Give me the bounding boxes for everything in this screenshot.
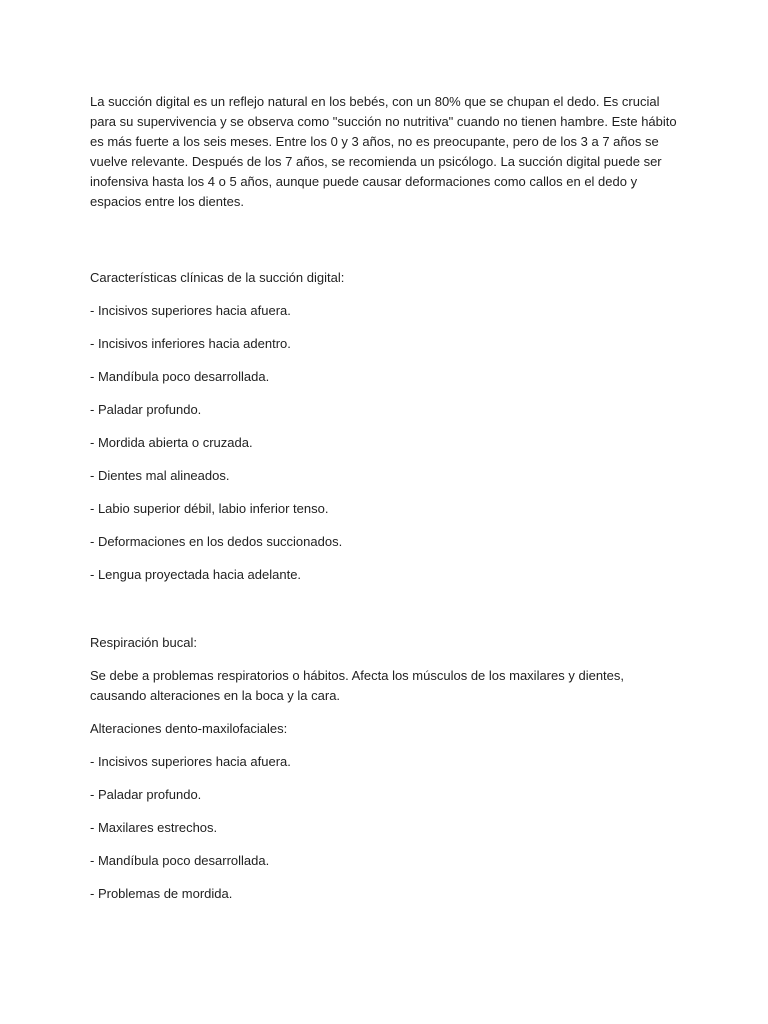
- list-item: - Maxilares estrechos.: [90, 820, 218, 835]
- list-item: - Deformaciones en los dedos succionados.: [90, 534, 343, 549]
- list-item: - Problemas de mordida.: [90, 886, 233, 901]
- section-heading-alterations: Alteraciones dento-maxilofaciales:: [90, 721, 288, 736]
- list-item: - Labio superior débil, labio inferior tenso.: [90, 501, 329, 516]
- document-page: [90, 92, 680, 917]
- list-item: - Mandíbula poco desarrollada.: [90, 853, 270, 868]
- list-item: - Lengua proyectada hacia adelante.: [90, 567, 302, 582]
- list-item: - Incisivos inferiores hacia adentro.: [90, 336, 291, 351]
- section-heading-clinical: Características clínicas de la succión digital:: [90, 270, 345, 285]
- list-item: - Paladar profundo.: [90, 402, 202, 417]
- list-item: - Mordida abierta o cruzada.: [90, 435, 253, 450]
- section-heading-respiration: Respiración bucal:: [90, 635, 197, 650]
- list-item: - Incisivos superiores hacia afuera.: [90, 754, 291, 769]
- list-item: - Mandíbula poco desarrollada.: [90, 369, 270, 384]
- list-item: - Dientes mal alineados.: [90, 468, 230, 483]
- list-item: - Incisivos superiores hacia afuera.: [90, 303, 291, 318]
- respiration-paragraph: Se debe a problemas respiratorios o hábitos. Afecta los músculos de los maxilares y dientes, causando alteraciones en la boca y la cara.: [90, 668, 624, 703]
- intro-paragraph: La succión digital es un reflejo natural en los bebés, con un 80% que se chupan el dedo. Es crucial para su supervivencia y se observa como "succión no nutritiva" cuando no tienen hambre. Este hábito es más fuerte a los seis meses. Entre los 0 y 3 años, no es preocupante, pero de los 3 a 7 años se vuelve relevante. Después de los 7 años, se recomienda un psicólogo. La succión digital puede ser inofensiva hasta los 4 o 5 años, aunque puede causar deformaciones como callos en el dedo y espacios entre los dientes.: [90, 94, 677, 209]
- list-item: - Paladar profundo.: [90, 787, 202, 802]
